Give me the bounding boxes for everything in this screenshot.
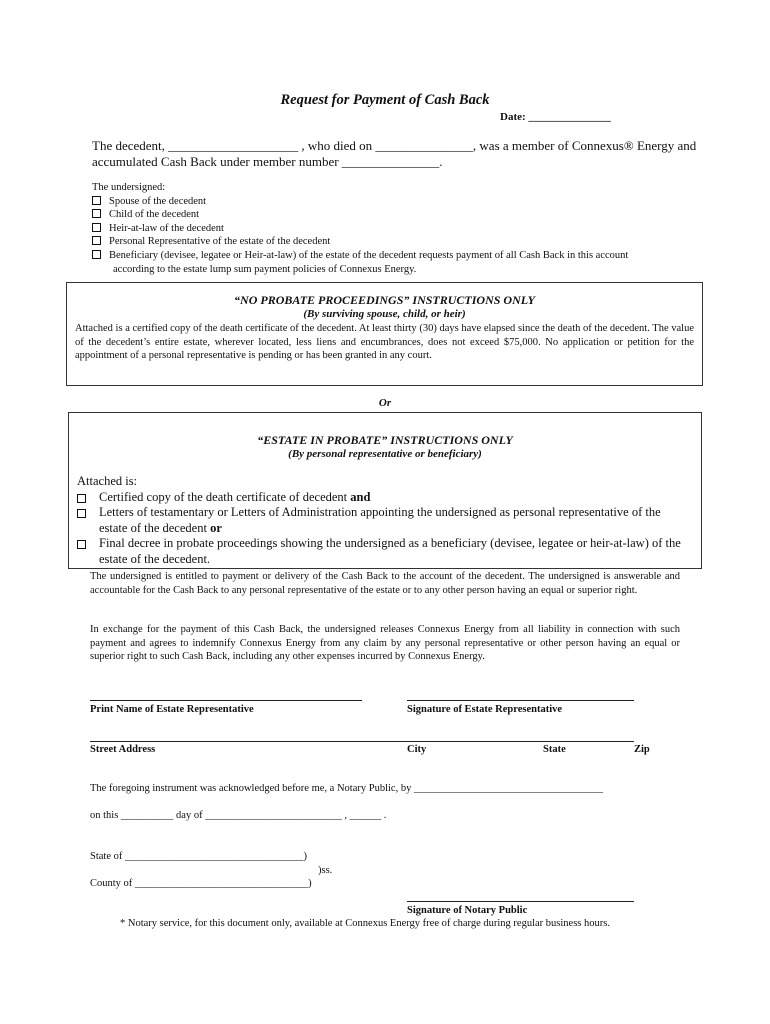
intro-line-1[interactable]: The decedent, ____________________ , who died on _______________, was a member of Connexus® Energy and xyxy=(92,138,697,153)
checkbox-icon[interactable] xyxy=(77,540,86,549)
notary-signature-label: Signature of Notary Public xyxy=(407,905,528,916)
checkbox-icon[interactable] xyxy=(92,209,101,218)
notary-ss: )ss. xyxy=(318,865,333,876)
estate-probate-box xyxy=(68,412,702,569)
city-label: City xyxy=(407,744,427,755)
estate-probate-heading: “ESTATE IN PROBATE” INSTRUCTIONS ONLY xyxy=(257,433,513,447)
beneficiary-cont: according to the estate lump sum payment policies of Connexus Energy. xyxy=(113,263,417,275)
notary-date[interactable]: on this __________ day of __________________________ , ______ . xyxy=(90,810,387,821)
attach-letters[interactable]: Letters of testamentary or Letters of Administration appointing the undersigned as personal representative of the estate of the decedent or xyxy=(77,505,691,536)
intro-text xyxy=(92,138,696,170)
notary-footnote: * Notary service, for this document only, available at Connexus Energy free of charge during regular business hours. xyxy=(120,918,610,929)
page-title: Request for Payment of Cash Back xyxy=(280,92,490,108)
estate-probate-subheading: (By personal representative or beneficiary) xyxy=(288,448,482,460)
notary-signature-line[interactable] xyxy=(407,901,634,902)
estate-probate-body xyxy=(77,474,691,567)
entitlement-paragraph: The undersigned is entitled to payment or delivery of the Cash Back to the account of the decedent. The undersigned is answerable and accountable for the Cash Back to any personal representative of the estate or to any other person having an equal or superior right. xyxy=(90,571,680,596)
signature-label: Signature of Estate Representative xyxy=(407,704,563,715)
intro-line-2[interactable]: accumulated Cash Back under member number _______________. xyxy=(92,154,443,169)
undersigned-section xyxy=(92,181,628,276)
no-probate-subheading: (By surviving spouse, child, or heir) xyxy=(303,308,466,320)
option-personal-rep[interactable]: Personal Representative of the estate of the decedent xyxy=(92,235,628,249)
signature-line[interactable] xyxy=(407,700,634,701)
option-beneficiary[interactable]: Beneficiary (devisee, legatee or Heir-at-law) of the estate of the decedent requests payment of all Cash Back in this account xyxy=(92,249,628,263)
date-field[interactable]: Date: _______________ xyxy=(500,111,611,123)
release-paragraph: In exchange for the payment of this Cash Back, the undersigned releases Connexus Energy from all liability in connection with such payment and agrees to indemnify Connexus Energy from any claim by any personal representative or other person having an equal or superior right to such Cash Back, including any other expenses incurred by Connexus Energy. xyxy=(90,624,680,663)
option-spouse[interactable]: Spouse of the decedent xyxy=(92,195,628,209)
or-label: Or xyxy=(378,397,392,409)
checkbox-icon[interactable] xyxy=(92,236,101,245)
undersigned-label: The undersigned: xyxy=(92,182,166,193)
checkbox-icon[interactable] xyxy=(92,196,101,205)
address-line[interactable] xyxy=(90,741,634,742)
no-probate-box xyxy=(66,282,703,386)
no-probate-body: Attached is a certified copy of the death certificate of the decedent. At least thirty (30) days have elapsed since the death of the decedent. The value of the decedent’s entire estate, wherever located, less liens and encumbrances, does not exceed $75,000. No application or petition for the appointment of a personal representative is pending or has been granted in any court. xyxy=(75,323,694,362)
notary-state[interactable]: State of __________________________________) xyxy=(90,851,307,862)
checkbox-icon[interactable] xyxy=(92,250,101,259)
street-address-label: Street Address xyxy=(90,744,156,755)
notary-county[interactable]: County of _________________________________) xyxy=(90,878,312,889)
option-child[interactable]: Child of the decedent xyxy=(92,208,628,222)
checkbox-icon[interactable] xyxy=(77,494,86,503)
option-heir[interactable]: Heir-at-law of the decedent xyxy=(92,222,628,236)
attach-death-certificate[interactable]: Certified copy of the death certificate of decedent and xyxy=(77,490,691,506)
attach-final-decree[interactable]: Final decree in probate proceedings showing the undersigned as a beneficiary (devisee, legatee or heir-at-law) of the estate of the decedent. xyxy=(77,536,691,567)
notary-ack[interactable]: The foregoing instrument was acknowledged before me, a Notary Public, by ____________________________________ xyxy=(90,783,603,794)
no-probate-heading: “NO PROBATE PROCEEDINGS” INSTRUCTIONS ONLY xyxy=(234,293,535,307)
checkbox-icon[interactable] xyxy=(77,509,86,518)
zip-label: Zip xyxy=(634,744,650,755)
attached-label: Attached is: xyxy=(77,474,138,488)
checkbox-icon[interactable] xyxy=(92,223,101,232)
print-name-label: Print Name of Estate Representative xyxy=(90,704,254,715)
state-label: State xyxy=(543,744,566,755)
print-name-line[interactable] xyxy=(90,700,362,701)
